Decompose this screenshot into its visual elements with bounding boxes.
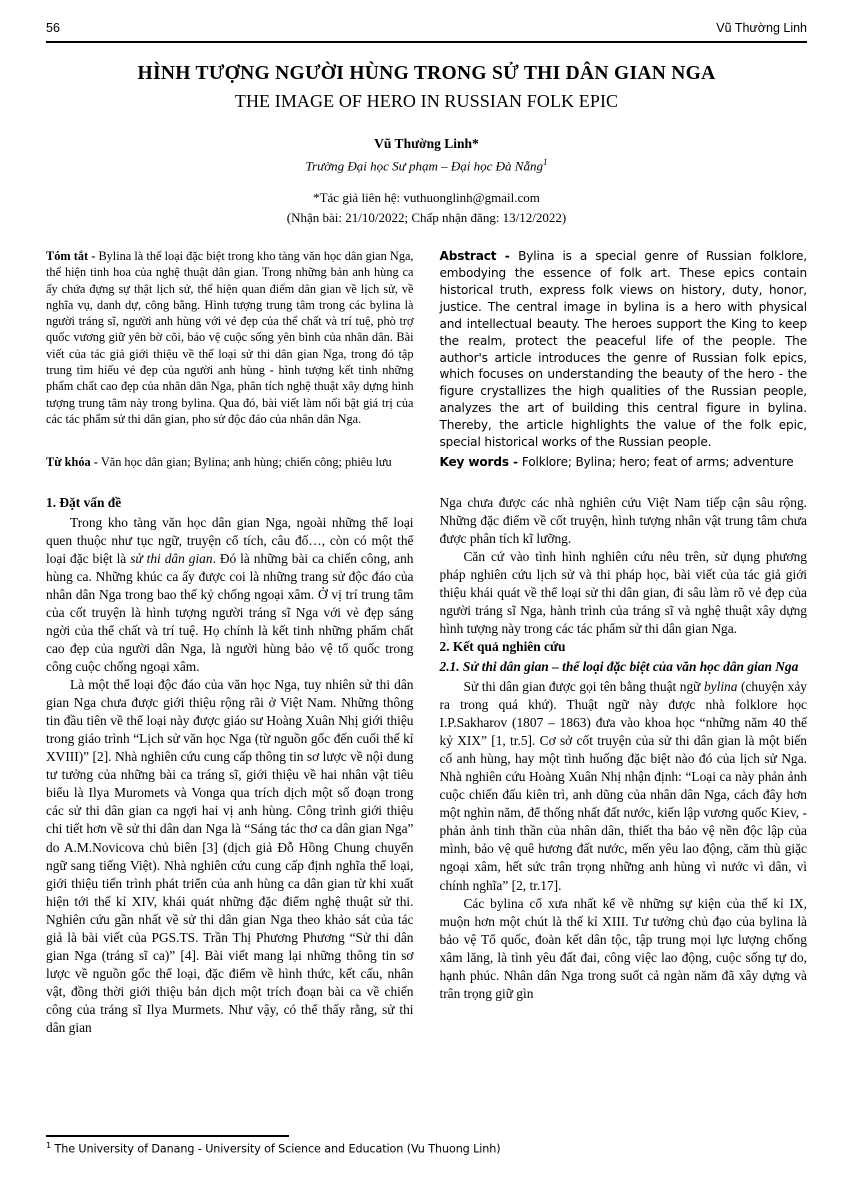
title-block (60, 62, 793, 227)
corresponding-author-contact[interactable]: *Tác giả liên hệ: vuthuonglinh@gmail.com (313, 189, 540, 205)
abstract-vietnamese-column (46, 248, 414, 451)
paragraph-left-1 (46, 514, 414, 676)
paragraph-left-1-part-a: Trong kho tàng văn học dân gian Nga, ngoài những thể loại quen thuộc như tục ngữ, truyện cổ tích, câu đố…, còn có một thể loại đặc biệt là (46, 514, 414, 567)
body-columns (46, 494, 807, 1037)
right-text-column (440, 494, 808, 1037)
heading-section-1: 1. Đặt vấn đề (46, 495, 122, 510)
abstract-english-label: Abstract - (439, 249, 519, 263)
footnote-body: The University of Danang - University of Science and Education (Vu Thuong Linh) (54, 1142, 501, 1156)
paragraph-right-3-part-b: (chuyện xảy ra trong quá khứ). Thuật ngữ này được nhà folklore học I.P.Sakharov (1807 – 1863) đưa vào khoa học “những năm 40 thế kỷ XIX” [1, tr.5]. Cơ sở cốt truyện của sử thi dân gian là một biến cố anh hùng, hay một tình huống đặc biệt nào đó của lịch sử Nga. Nhà nghiên cứu Hoàng Xuân Nhị nhận định: “Loại ca này phản ảnh cuộc chiến đấu kiên trì, anh dũng của nhân dân Nga, cách đây hơn một nghìn năm, để thống nhất đất nước, kiến lập vương quốc Kiev, - phản ảnh tinh thần của nhân dân, thiết tha bảo vệ nền độc lập của mình, bảo vệ quê hương đất nước, mến yêu lao động, căm thù giặc ngoại xâm, hết sức trân trọng những anh hùng vì nước vì dân, vì chính nghĩa” [2, tr.17]. (439, 679, 807, 893)
article-title-vietnamese: HÌNH TƯỢNG NGƯỜI HÙNG TRONG SỬ THI DÂN GIAN NGA (137, 63, 716, 84)
abstract-row (46, 248, 807, 451)
paragraph-left-1-emphasis: sử thi dân gian (130, 551, 213, 567)
abstract-english-text: Bylina is a special genre of Russian folklore, embodying the essence of folk art. These epics contain historical truth, express folk views on history, duty, honor, justice. The central image in bylina is a hero with physical and intellectual beauty. The heroes support the King to keep the realm, protect the peaceful life of the people. The author's article introduces the genre of Russian folk epics, which focuses on understanding the beauty of the hero - the figure crystallizes the high qualities of the Russian people, analyzes the art of building this central figure in bylina. Thereby, the article highlights the value of the folk epic, special historical works of the Russian people. (439, 249, 807, 450)
paragraph-right-3-emphasis: bylina (703, 679, 738, 695)
paragraph-right-1-continued: Nga chưa được các nhà nghiên cứu Việt Nam tiếp cận sâu rộng. Những đặc điểm về cốt truyện, hình tượng nhân vật trung tâm chưa được phân tích kĩ lưỡng. (439, 495, 807, 547)
affiliation-text: Trường Đại học Sư phạm – Đại học Đà Nẵng (305, 158, 543, 174)
left-text-column (46, 494, 414, 1037)
paragraph-right-3-part-a: Sử thi dân gian được gọi tên bằng thuật ngữ (463, 679, 704, 695)
keywords-english (440, 455, 808, 471)
keywords-english-column (440, 455, 808, 471)
keywords-vietnamese-column (46, 455, 414, 471)
author-affiliation (60, 157, 793, 175)
paragraph-left-1-part-b: . Đó là những bài ca chiến công, anh hùng ca. Những khúc ca ấy được coi là những trang sử độc đáo của nhân dân Nga trong bao thế kỷ chống ngoại xâm. Ở vị trí trung tâm của cốt truyện là hình tượng người tráng sĩ Nga với vẻ đẹp sáng ngời của thể chất và trí tuệ. Họ chính là kết tinh những phẩm chất cao đẹp của người dân Nga, là người hùng bảo vệ tổ quốc trong công cuộc chống ngoại xâm. (46, 551, 414, 675)
header-rule (46, 41, 807, 43)
footnote-marker: 1 (46, 1141, 51, 1150)
heading-subsection-2-1: 2.1. Sử thi dân gian – thể loại đặc biệt của văn học dân gian Nga (439, 659, 799, 675)
keywords-vietnamese-text: Văn học dân gian; Bylina; anh hùng; chiến công; phiêu lưu (100, 455, 392, 469)
keywords-english-label: Key words - (439, 455, 522, 469)
abstract-english-column (440, 248, 808, 451)
abstract-vietnamese-text: Bylina là thể loại đặc biệt trong kho tàng văn học dân gian Nga, thể hiện tinh hoa của nghệ thuật dân gian. Trong những bản anh hùng ca ấy chứa đựng sự thật lịch sử, thể hiện quan điểm dân gian về lịch sử, về nghĩa vụ, danh dự, công bằng. Hình tượng trung tâm trong các bylina là người tráng sĩ, người anh hùng với vẻ đẹp của thể chất và trí tuệ, phò trợ quốc vương giữ yên bờ cõi, bảo vệ cuộc sống yên bình của nhân dân. Bài viết của tác giả giới thiệu về thể loại sử thi dân gian Nga, trong đó tập trung tìm hiểu vẻ đẹp của người anh hùng - hình tượng kết tinh những phẩm chất cao đẹp của nhân dân Nga, phân tích nghệ thuật xây dựng hình tượng trung tâm này trong bylina. Qua đó, bài viết làm nổi bật giá trị của các tác phẩm sử thi dân gian, pho sử độc đáo của nhân dân Nga. (46, 249, 414, 426)
paragraph-right-4: Các bylina cổ xưa nhất kể về những sự kiện của thế kỉ IX, muộn hơn một chút là thế kỉ XIII. Tư tưởng chủ đạo của bylina là bảo vệ Tổ quốc, đoàn kết dân tộc, tập trung mọi lực lượng chống xâm lăng, là tình yêu đất đai, công việc lao động, cuộc sống tự do, hạnh phúc. Nhân dân Nga trong suốt cả ngàn năm đã xây dựng và trân trọng giữ gìn (439, 895, 807, 1001)
heading-section-2: 2. Kết quả nghiên cứu (439, 639, 566, 655)
abstract-vietnamese-label: Tóm tắt - (46, 249, 99, 263)
running-head-author: Vũ Thường Linh (716, 21, 807, 35)
footnote-block (46, 1135, 806, 1157)
paragraph-left-2: Là một thể loại độc đáo của văn học Nga, tuy nhiên sử thi dân gian Nga chưa được giới thiệu rộng rãi ở Việt Nam. Những thông tin đầu tiên về thể loại này được giáo sư Hoàng Xuân Nhị giới thiệu trong giáo trình “Lịch sử văn học Nga (từ nguồn gốc đến cuối thế kỉ XVIII)” [2]. Nhà nghiên cứu cung cấp thông tin sơ lược về nội dung tư tưởng của những bài ca tráng sĩ, giới thiệu về hai nhân vật tiêu biểu là Ilya Muromets và Vonga qua trích dịch một số đoạn trong các sử thi dân gian ca ngợi hai vị anh hùng. Công trình giới thiệu chi tiết hơn về sử thi dân dan Nga là “Sáng tác thơ ca dân gian Nga” do A.M.Novicova chủ biên [3] (dịch giả Đỗ Hồng Chung chuyển ngữ sang tiếng Việt). Nhà nghiên cứu cung cấp định nghĩa thể loại, giới thiệu tiến trình phát triển của anh hùng ca dân gian từ khi xuất hiện tới thế kỉ XIV, khái quát những đặc điểm nghệ thuật sử thi. Nghiên cứu gần nhất về sử thi dân gian Nga theo khảo sát của tác giả là bài viết của PGS.TS. Trần Thị Phương Phương “Sử thi dân gian Nga (tráng sĩ ca)” [4]. Bài viết mang lại những thông tin sơ lược về nguồn gốc thể loại, đặc điểm về hình thức, kết cấu, nhân vật, đồng thời giới thiệu bản dịch một trích đoạn bài ca về chiến công của tráng sĩ Ilya Murmets. Như vậy, có thể thấy rằng, sử thi dân gian (46, 677, 414, 1035)
article-title-english: THE IMAGE OF HERO IN RUSSIAN FOLK EPIC (234, 91, 619, 112)
paragraph-right-3 (440, 678, 808, 894)
keywords-english-text: Folklore; Bylina; hero; feat of arms; adventure (521, 455, 794, 469)
abstract-vietnamese (46, 248, 414, 427)
paragraph-right-2: Căn cứ vào tình hình nghiên cứu nêu trên, sử dụng phương pháp nghiên cứu lịch sử và thi pháp học, bài viết của tác giả giới thiệu khái quát về thể loại sử thi dân gian, đi sâu làm rõ vẻ đẹp của người tráng sĩ Nga, hành trình của tráng sĩ và nghệ thuật xây dựng hình tượng này trong các tác phẩm sử thi dân gian Nga. (439, 549, 807, 637)
abstract-english (440, 248, 808, 451)
affiliation-footnote-marker: 1 (542, 157, 548, 168)
running-head (46, 22, 807, 36)
keywords-vietnamese (46, 455, 414, 471)
footnote-text (46, 1141, 806, 1157)
page-number: 56 (46, 21, 60, 35)
submission-dates: (Nhận bài: 21/10/2022; Chấp nhận đăng: 13/12/2022) (286, 210, 567, 226)
keywords-row (46, 455, 807, 471)
footnote-separator-rule (46, 1135, 289, 1137)
keywords-vietnamese-label: Từ khóa - (46, 455, 101, 469)
author-name: Vũ Thường Linh* (374, 135, 479, 151)
